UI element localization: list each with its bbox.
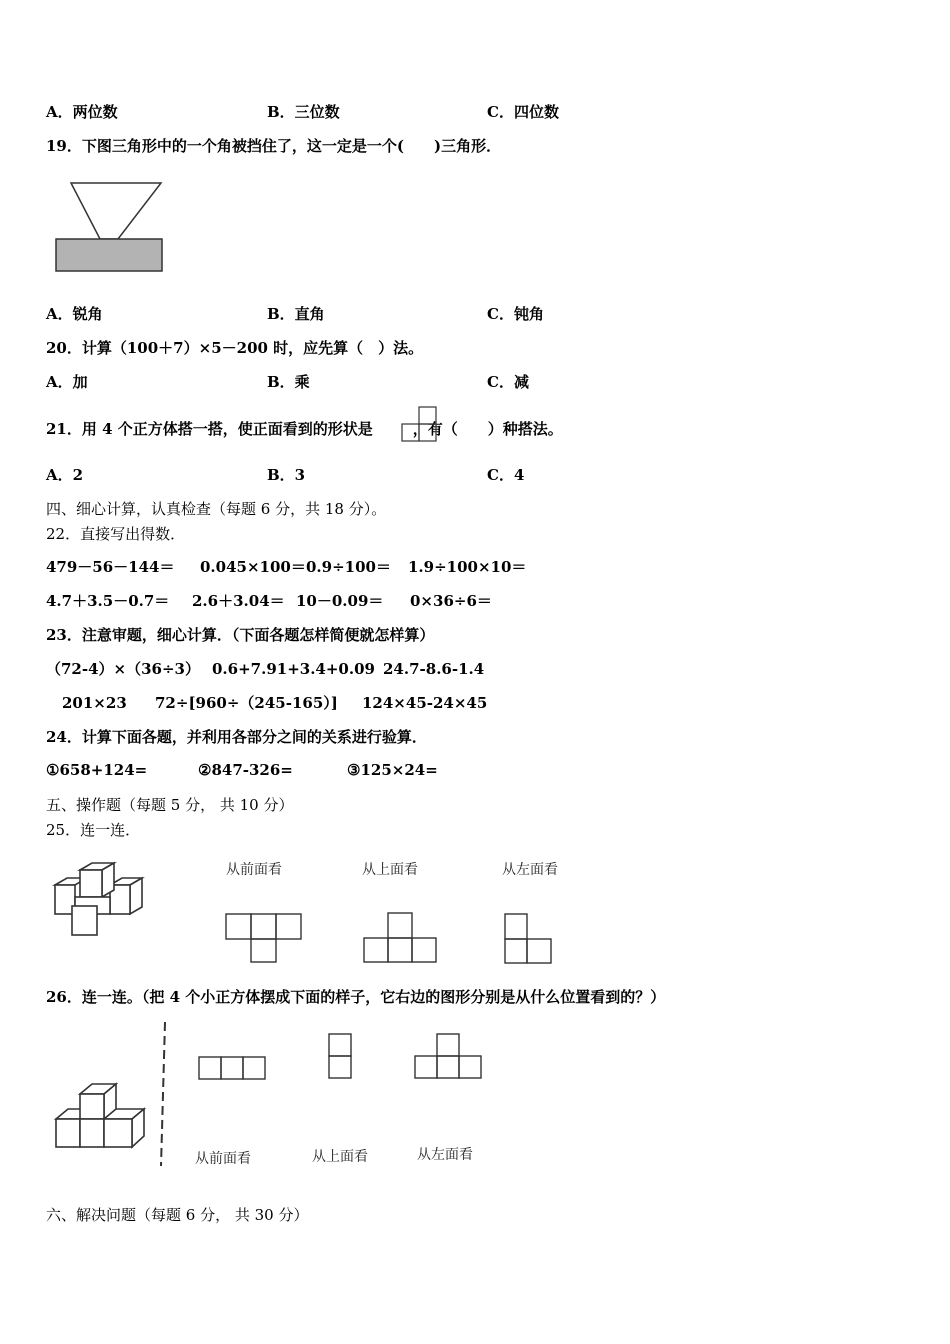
q21-question-pre: 21．用 4 个正方体搭一搭，使正面看到的形状是 xyxy=(46,420,373,438)
q19-cover-block xyxy=(56,239,162,271)
q21-option-a: A．2 xyxy=(46,466,84,484)
q23-r1-c1: （72-4）×（36÷3） xyxy=(46,660,200,678)
q26-top-view-figure xyxy=(312,1030,392,1170)
q21-front-view-shape xyxy=(400,406,438,442)
q22-question: 22．直接写出得数． xyxy=(46,525,186,543)
q23-r1-c3: 24.7-8.6-1.4 xyxy=(383,660,485,678)
q26-left-view-figure xyxy=(413,1030,497,1170)
q24-item-1: ①658+124= xyxy=(46,761,148,779)
q20-option-b: B．乘 xyxy=(267,373,310,391)
q23-r2-c3: 124×45-24×45 xyxy=(362,694,488,712)
q18-option-a: A．两位数 xyxy=(46,103,118,121)
section5-title: 五、操作题（每题 5 分， 共 10 分） xyxy=(46,796,294,814)
q21-option-c: C．4 xyxy=(487,466,525,484)
q19-option-c: C．钝角 xyxy=(487,305,544,323)
q21-question xyxy=(46,419,563,439)
q23-question: 23．注意审题，细心计算．（下面各题怎样简便就怎样算） xyxy=(46,626,435,644)
q25-top-view-figure xyxy=(358,858,448,968)
q26-cube-stack-figure xyxy=(50,1074,150,1154)
q25-left-view-figure xyxy=(498,858,588,968)
q18-option-b: B．三位数 xyxy=(267,103,340,121)
q20-option-a: A．加 xyxy=(46,373,88,391)
q19-option-a: A．锐角 xyxy=(46,305,103,323)
q25-caption-front: 从前面看 xyxy=(226,862,282,878)
q25-front-view-figure xyxy=(222,858,312,968)
q26-dashed-divider xyxy=(160,1022,170,1168)
q19-option-b: B．直角 xyxy=(267,305,325,323)
section6-title: 六、解决问题（每题 6 分， 共 30 分） xyxy=(46,1206,309,1224)
q25-caption-top: 从上面看 xyxy=(362,862,418,878)
q22-r2-c2: 2.6＋3.04＝ xyxy=(192,592,285,610)
q24-item-2: ②847-326= xyxy=(198,761,293,779)
q26-caption-left: 从左面看 xyxy=(417,1147,473,1163)
q26-question: 26．连一连。（把 4 个小正方体摆成下面的样子，它右边的图形分别是从什么位置看到的？） xyxy=(46,988,666,1006)
q22-r1-c4: 1.9÷100×10＝ xyxy=(408,558,527,576)
q19-triangle-figure xyxy=(54,181,166,275)
q20-question: 20．计算（100＋7）×5－200 时，应先算（ ）法。 xyxy=(46,339,424,357)
q21-question-post: ，有（ ）种搭法。 xyxy=(412,420,563,438)
q26-front-view-figure xyxy=(195,1030,275,1170)
q19-triangle xyxy=(71,183,161,239)
q23-r1-c2: 0.6+7.91+3.4+0.09 xyxy=(212,660,375,678)
q22-r2-c4: 0×36÷6＝ xyxy=(410,592,492,610)
q25-question: 25．连一连． xyxy=(46,821,141,839)
q22-r2-c3: 10－0.09＝ xyxy=(296,592,384,610)
q24-item-3: ③125×24= xyxy=(347,761,438,779)
q22-r1-c2: 0.045×100＝ xyxy=(200,558,306,576)
q24-question: 24．计算下面各题，并利用各部分之间的关系进行验算． xyxy=(46,728,427,746)
q23-r2-c1: 201×23 xyxy=(62,694,127,712)
q23-r2-c2: 72÷[960÷（245-165）] xyxy=(155,694,338,712)
q25-cube-stack-figure xyxy=(50,858,146,940)
section4-title: 四、细心计算，认真检查（每题 6 分，共 18 分）。 xyxy=(46,500,387,518)
q22-r1-c3: 0.9÷100＝ xyxy=(306,558,391,576)
q19-question: 19．下图三角形中的一个角被挡住了，这一定是一个( )三角形． xyxy=(46,137,502,155)
q21-option-b: B．3 xyxy=(267,466,306,484)
q22-r1-c1: 479－56－144＝ xyxy=(46,558,175,576)
q22-r2-c1: 4.7＋3.5－0.7＝ xyxy=(46,592,170,610)
q18-option-c: C．四位数 xyxy=(487,103,559,121)
q20-option-c: C．减 xyxy=(487,373,529,391)
q26-caption-top: 从上面看 xyxy=(312,1149,368,1165)
q25-caption-left: 从左面看 xyxy=(502,862,558,878)
q26-caption-front: 从前面看 xyxy=(195,1151,251,1167)
